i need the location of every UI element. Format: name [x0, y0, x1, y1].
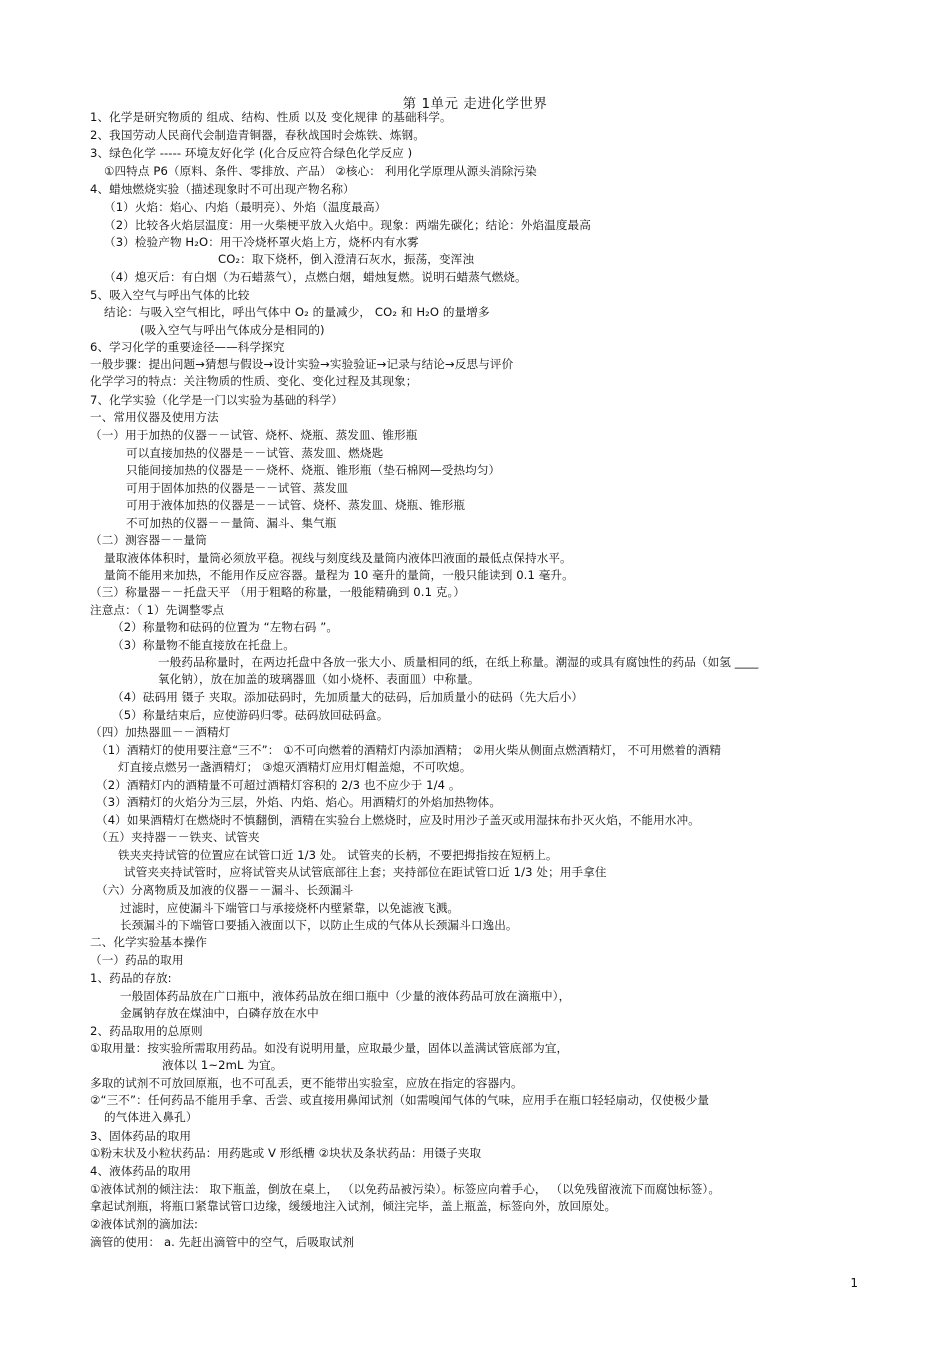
text-line: ①四特点 P6（原料、条件、零排放、产品） ②核心： 利用化学原理从源头消除污染	[104, 164, 537, 178]
text-line: ①粉末状及小粒状药品：用药匙或 V 形纸槽 ②块状及条状药品：用镊子夹取	[90, 1146, 482, 1160]
text-line: 6、学习化学的重要途径——科学探究	[90, 340, 285, 354]
text-line: 7、化学实验（化学是一门以实验为基础的科学）	[90, 393, 344, 407]
text-line: （2）比较各火焰层温度：用一火柴梗平放入火焰中。现象：两端先碳化；结论：外焰温度最高	[104, 218, 591, 232]
text-line: 量取液体体积时，量筒必须放平稳。视线与刻度线及量筒内液体凹液面的最低点保持水平。	[104, 551, 572, 565]
text-line: (吸入空气与呼出气体成分是相同的)	[140, 323, 325, 337]
text-line: （一）药品的取用	[90, 953, 184, 967]
text-line: 多取的试剂不可放回原瓶，也不可乱丢，更不能带出实验室，应放在指定的容器内。	[90, 1076, 523, 1090]
text-line: 4、蜡烛燃烧实验（描述现象时不可出现产物名称）	[90, 182, 355, 196]
text-line: （1）酒精灯的使用要注意“三不”： ①不可向燃着的酒精灯内添加酒精； ②用火柴从侧面点燃酒精灯， 不可用燃着的酒精	[96, 743, 722, 757]
text-line: CO₂：取下烧杯，倒入澄清石灰水，振荡，变浑浊	[218, 252, 475, 266]
text-line: 1、化学是研究物质的 组成、结构、性质 以及 变化规律 的基础科学。	[90, 110, 452, 124]
text-line: 金属钠存放在煤油中，白磷存放在水中	[120, 1006, 319, 1020]
text-line: 结论：与吸入空气相比，呼出气体中 O₂ 的量减少， CO₂ 和 H₂O 的量增多	[104, 305, 490, 319]
text-line: （3）检验产物 H₂O：用干冷烧杯罩火焰上方，烧杯内有水雾	[104, 235, 419, 249]
text-line: （4）熄灭后：有白烟（为石蜡蒸气），点燃白烟，蜡烛复燃。说明石蜡蒸气燃烧。	[104, 270, 527, 284]
text-line: 一般药品称量时，在两边托盘中各放一张大小、质量相同的纸，在纸上称量。潮湿的或具有腐蚀性的药品（如氢 ____	[158, 655, 759, 669]
text-line: 4、液体药品的取用	[90, 1164, 192, 1178]
text-line: ①取用量：按实验所需取用药品。如没有说明用量，应取最少量，固体以盖满试管底部为宜，	[90, 1041, 569, 1055]
text-line: （4）如果酒精灯在燃烧时不慎翻倒，酒精在实验台上燃烧时，应及时用沙子盖灭或用湿抹布扑灭火焰，不能用水冲。	[96, 813, 700, 827]
text-line: （一）用于加热的仪器－－试管、烧杯、烧瓶、蒸发皿、锥形瓶	[90, 428, 418, 442]
text-line: ②“三不”：任何药品不能用手拿、舌尝、或直接用鼻闻试剂（如需嗅闻气体的气味，应用手在瓶口轻轻扇动，仅使极少量	[90, 1093, 710, 1107]
text-line: （六）分离物质及加液的仪器－－漏斗、长颈漏斗	[96, 883, 354, 897]
text-line: 铁夹夹持试管的位置应在试管口近 1/3 处。 试管夹的长柄，不要把拇指按在短柄上。	[118, 848, 558, 862]
text-line: （3）酒精灯的火焰分为三层，外焰、内焰、焰心。用酒精灯的外焰加热物体。	[96, 795, 502, 809]
text-line: 不可加热的仪器－－量筒、漏斗、集气瓶	[126, 516, 337, 530]
text-line: 3、绿色化学 ----- 环境友好化学 (化合反应符合绿色化学反应 )	[90, 146, 413, 160]
text-line: （5）称量结束后，应使游码归零。砝码放回砝码盒。	[112, 708, 389, 722]
text-line: 试管夹夹持试管时，应将试管夹从试管底部往上套；夹持部位在距试管口近 1/3 处；用手拿住	[124, 865, 607, 879]
text-line: 一般固体药品放在广口瓶中，液体药品放在细口瓶中（少量的液体药品可放在滴瓶中），	[120, 989, 571, 1003]
section-heading: 二、化学实验基本操作	[90, 935, 207, 949]
text-line: 只能间接加热的仪器是－－烧杯、烧瓶、锥形瓶（垫石棉网—受热均匀）	[126, 463, 501, 477]
text-line: （五）夹持器－－铁夹、试管夹	[96, 830, 260, 844]
text-line: 拿起试剂瓶，将瓶口紧靠试管口边缘，缓缓地注入试剂，倾注完毕，盖上瓶盖，标签向外，放回原处。	[90, 1199, 617, 1213]
text-line: 3、固体药品的取用	[90, 1129, 192, 1143]
text-line: 滴管的使用： a. 先赶出滴管中的空气，后吸取试剂	[90, 1235, 355, 1249]
text-line: 可用于固体加热的仪器是－－试管、蒸发皿	[126, 481, 349, 495]
page-title: 第 1单元 走进化学世界	[402, 96, 548, 112]
text-line: ②液体试剂的滴加法:	[90, 1217, 199, 1231]
text-line: 2、我国劳动人民商代会制造青铜器，春秋战国时会炼铁、炼钢。	[90, 128, 425, 142]
text-line: 量筒不能用来加热，不能用作反应容器。量程为 10 毫升的量筒，一般只能读到 0.1 毫升。	[104, 568, 574, 582]
text-line: （三）称量器－－托盘天平 （用于粗略的称量，一般能精确到 0.1 克。）	[90, 585, 466, 599]
text-line: 液体以 1~2mL 为宜。	[162, 1058, 283, 1072]
text-line: （二）测容器－－量筒	[90, 533, 207, 547]
text-line: 2、药品取用的总原则	[90, 1024, 203, 1038]
text-line: 灯直接点燃另一盏酒精灯； ③熄灭酒精灯应用灯帽盖熄，不可吹熄。	[118, 760, 472, 774]
text-line: 一般步骤：提出问题→猜想与假设→设计实验→实验验证→记录与结论→反思与评价	[90, 357, 514, 371]
text-line: 1、药品的存放:	[90, 971, 172, 985]
text-line: （2）称量物和砝码的位置为 “左物右码 ”。	[112, 620, 339, 634]
text-line: （3）称量物不能直接放在托盘上。	[112, 638, 295, 652]
page-number: 1	[850, 1276, 858, 1290]
text-line: 过滤时，应使漏斗下端管口与承接烧杯内壁紧靠，以免滤液飞溅。	[120, 901, 460, 915]
text-line: 的气体进入鼻孔）	[104, 1110, 198, 1124]
text-line: 长颈漏斗的下端管口要插入液面以下，以防止生成的气体从长颈漏斗口逸出。	[120, 918, 518, 932]
text-line: 化学学习的特点：关注物质的性质、变化、变化过程及其现象；	[90, 374, 418, 388]
text-line: 可以直接加热的仪器是－－试管、蒸发皿、燃烧匙	[126, 446, 384, 460]
text-line: （2）酒精灯内的酒精量不可超过酒精灯容积的 2/3 也不应少于 1/4 。	[96, 778, 461, 792]
section-heading: 一、常用仪器及使用方法	[90, 410, 219, 424]
text-line: ①液体试剂的倾注法： 取下瓶盖，倒放在桌上， （以免药品被污染）。标签应向着手心， （以免残留液流下而腐蚀标签）。	[90, 1182, 721, 1196]
text-line: （四）加热器皿－－酒精灯	[90, 725, 231, 739]
text-line: 5、吸入空气与呼出气体的比较	[90, 288, 250, 302]
text-line: 氧化钠），放在加盖的玻璃器皿（如小烧杯、表面皿）中称量。	[158, 672, 480, 686]
text-line: 注意点：（ 1）先调整零点	[90, 603, 225, 617]
text-line: （1）火焰：焰心、内焰（最明亮）、外焰（温度最高）	[104, 200, 387, 214]
text-line: （4）砝码用 镊子 夹取。添加砝码时，先加质量大的砝码，后加质量小的砝码（先大后小）	[112, 690, 584, 704]
text-line: 可用于液体加热的仪器是－－试管、烧杯、蒸发皿、烧瓶、锥形瓶	[126, 498, 466, 512]
